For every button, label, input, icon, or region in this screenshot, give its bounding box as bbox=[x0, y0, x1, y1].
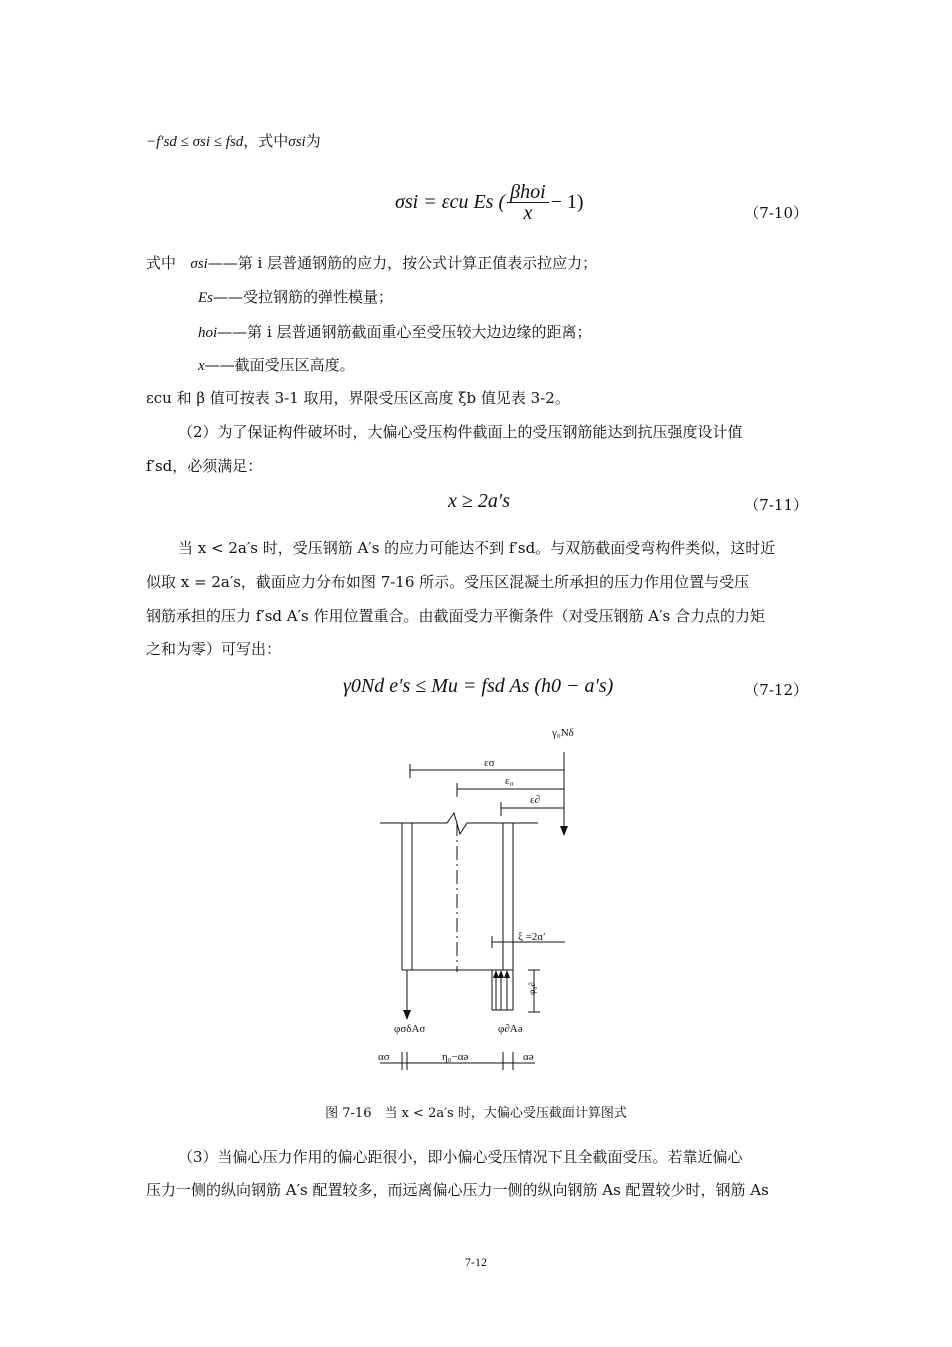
para3-line3: 钢筋承担的压力 f′sd A′s 作用位置重合。由截面受力平衡条件（对受压钢筋 A′s 合力点的力矩 bbox=[146, 607, 765, 625]
section-top-edge bbox=[380, 813, 538, 834]
eq-7-12-expr: γ0Nd e′s ≤ Mu = fsd As (h0 − a′s) bbox=[343, 675, 614, 697]
para2-line1: （2）为了保证构件破坏时，大偏心受压构件截面上的受压钢筋能达到抗压强度设计值 bbox=[178, 423, 743, 441]
note-line: εcu 和 β 值可按表 3-1 取用，界限受压区高度 ξb 值见表 3-2。 bbox=[146, 389, 570, 407]
eq-7-10-number: （7-10） bbox=[744, 204, 808, 222]
para4-line1: （3）当偏心压力作用的偏心距很小，即小偏心受压情况下且全截面受压。若靠近偏心 bbox=[178, 1148, 743, 1166]
dim2-label: ε₀ bbox=[505, 775, 514, 787]
eq-7-10-rhs: − 1) bbox=[550, 191, 584, 213]
definition-4 bbox=[198, 355, 355, 376]
def-1-text: ——第 i 层普通钢筋的应力，按公式计算正值表示拉应力； bbox=[207, 254, 598, 272]
bottom-right-label: αə bbox=[523, 1051, 534, 1063]
eq-7-10-lhs: σsi = εcu Es ( bbox=[395, 191, 506, 213]
eq-7-10-fraction bbox=[507, 182, 549, 223]
para3-line2: 似取 x = 2a′s，截面应力分布如图 7-16 所示。受压区混凝土所承担的压力作用位置与受压 bbox=[146, 573, 750, 591]
definition-3 bbox=[198, 322, 592, 343]
eq-7-10-numerator: βhoi bbox=[507, 182, 549, 203]
def-4-symbol: x bbox=[198, 358, 205, 374]
bottom-left-label: ασ bbox=[378, 1051, 390, 1063]
equation-7-12 bbox=[343, 675, 613, 696]
intro-line bbox=[146, 131, 321, 152]
left-steel-label: φσδAσ bbox=[394, 1023, 426, 1035]
def-4-text: ——截面受压区高度。 bbox=[204, 356, 355, 374]
equation-7-11 bbox=[448, 490, 510, 511]
def-1-symbol: σsi bbox=[190, 256, 208, 272]
para3-line4: 之和为零）可写出： bbox=[146, 640, 282, 658]
intro-text: ，式中 bbox=[243, 132, 289, 150]
def-3-text: ——第 i 层普通钢筋截面重心至受压较大边边缘的距离； bbox=[217, 323, 592, 341]
force-label: γ₀Nδ bbox=[552, 727, 574, 739]
intro-inequality: −f′sd ≤ σsi ≤ fsd bbox=[146, 134, 244, 150]
def-3-symbol: hoi bbox=[198, 325, 218, 341]
xi-label: ξ =2ɑ′ bbox=[518, 931, 546, 943]
dim3-label: ε∂ bbox=[530, 794, 541, 806]
eq-7-11-expr: x ≥ 2a′s bbox=[448, 490, 511, 512]
right-steel-label: φ∂Aə bbox=[498, 1023, 523, 1035]
def-2-text: ——受拉钢筋的弹性模量； bbox=[213, 288, 394, 306]
figure-caption: 图 7-16 当 x < 2a′s 时，大偏心受压截面计算图式 bbox=[325, 1106, 627, 1121]
para4-line2: 压力一侧的纵向钢筋 A′s 配置较多，而远离偏心压力一侧的纵向钢筋 As 配置较少时，钢筋 As bbox=[146, 1181, 769, 1199]
equation-7-10 bbox=[395, 182, 584, 223]
defs-lead: 式中 bbox=[146, 254, 177, 272]
definition-1 bbox=[146, 253, 597, 274]
dim1-label: εσ bbox=[484, 757, 495, 769]
def-2-symbol: Es bbox=[198, 290, 213, 306]
eq-7-11-number: （7-11） bbox=[744, 496, 808, 514]
page-number: 7-12 bbox=[465, 1255, 487, 1269]
figure-7-16 bbox=[370, 722, 590, 1077]
eq-7-12-number: （7-12） bbox=[744, 681, 808, 699]
para3-line1: 当 x < 2a′s 时，受压钢筋 A′s 的应力可能达不到 f′sd。与双筋截面受弯构件类似，这时近 bbox=[178, 539, 776, 557]
intro-tail: 为 bbox=[305, 132, 321, 150]
eq-7-10-denominator: x bbox=[523, 202, 533, 224]
para2-line2: f′sd，必须满足： bbox=[146, 457, 263, 475]
intro-sigma: σsi bbox=[288, 134, 306, 150]
definition-2 bbox=[198, 287, 393, 308]
bottom-mid-label: η₀−αə bbox=[442, 1051, 469, 1063]
side-label: φ₀∂ bbox=[527, 982, 537, 995]
